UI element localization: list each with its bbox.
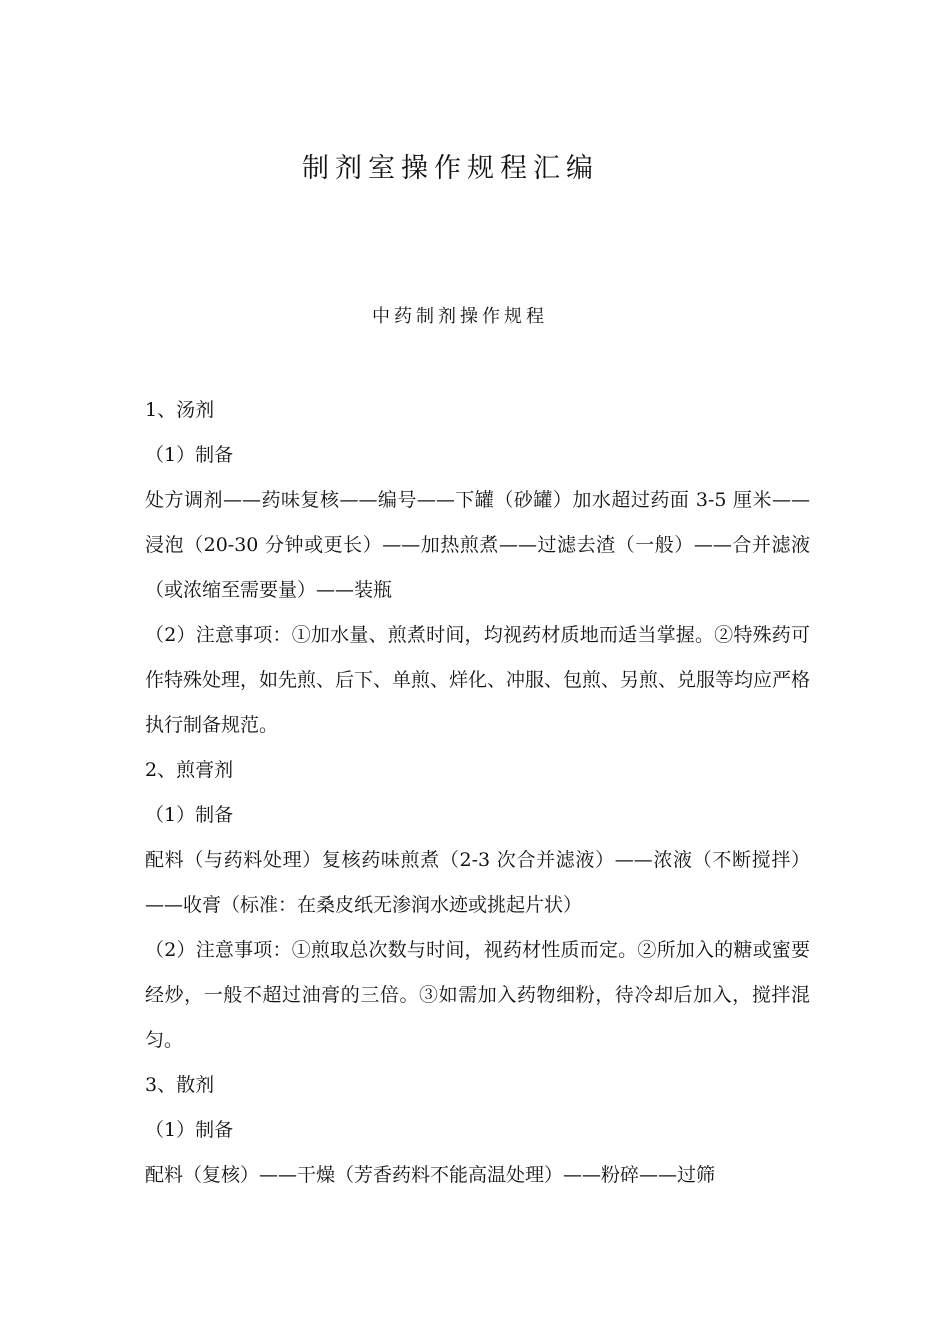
prep-label: （1）制备 bbox=[145, 444, 234, 466]
section-heading: 3、散剂 bbox=[145, 1074, 215, 1096]
prep-label: （1）制备 bbox=[145, 804, 234, 826]
prep-label: （1）制备 bbox=[145, 1119, 234, 1141]
section-heading: 1、汤剂 bbox=[145, 399, 215, 421]
section-heading: 2、煎膏剂 bbox=[145, 759, 234, 781]
notes-text: （2）注意事项：①加水量、煎煮时间，均视药材质地而适当掌握。②特殊药可作特殊处理，如先煎、后下、单煎、烊化、冲服、包煎、另煎、兑服等均应严格执行制备规范。 bbox=[145, 624, 811, 736]
document-subtitle: 中药制剂操作规程 bbox=[372, 306, 548, 327]
prep-text: 配料（复核）——干燥（芳香药料不能高温处理）——粉碎——过筛 bbox=[145, 1164, 716, 1186]
document-title: 制剂室操作规程汇编 bbox=[302, 153, 599, 184]
document-body bbox=[145, 388, 810, 1198]
prep-text: 处方调剂——药味复核——编号——下罐（砂罐）加水超过药面 3-5 厘米——浸泡（20-30 分钟或更长）——加热煎煮——过滤去渣（一般）——合并滤液（或浓缩至需要量）——装瓶 bbox=[145, 489, 810, 601]
notes-text: （2）注意事项：①煎取总次数与时间，视药材性质而定。②所加入的糖或蜜要经炒，一般不超过油膏的三倍。③如需加入药物细粉，待冷却后加入，搅拌混匀。 bbox=[145, 939, 810, 1051]
prep-text: 配料（与药料处理）复核药味煎煮（2-3 次合并滤液）——浓液（不断搅拌）——收膏（标准：在桑皮纸无渗润水迹或挑起片状） bbox=[145, 849, 810, 916]
